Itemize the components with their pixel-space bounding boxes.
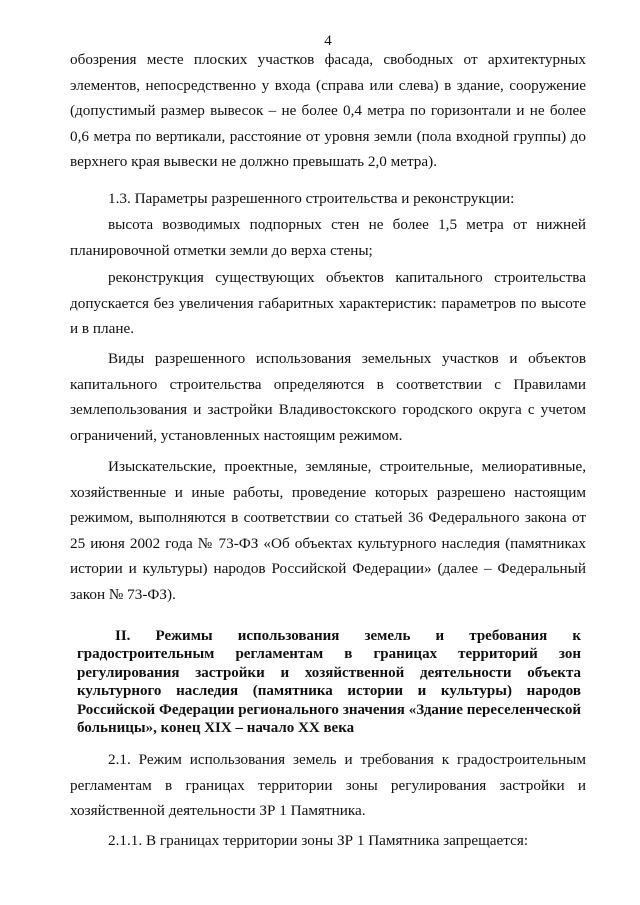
paragraph-reconstruction: реконструкция существующих объектов капитального строительства допускается без увеличения габаритных характеристик: параметров по высоте и в плане. xyxy=(70,269,586,337)
paragraph-signage-continuation: обозрения месте плоских участков фасада, свободных от архитектурных элементов, непосредственно у входа (справа или слева) в здание, сооружение (допустимый размер вывесок – не более 0,4 метра по горизонтали и не более 0,6 метра по вертикали, расстояние от уровня земли (пола входной группы) до верхнего края вывески не должно превышать 2,0 метра). xyxy=(70,51,586,170)
section-title: Режимы использования земель и требования к градостроительным регламентам в границах территорий зон регулирования застройки и хозяйственной деятельности объекта культурного наследия (памятника истории и культуры) народов Российской Федерации регионального значения «Здание переселенческой больницы», конец XIX – начало XX века xyxy=(77,628,581,737)
section-heading xyxy=(77,627,581,737)
page-number: 4 xyxy=(324,33,332,49)
paragraph-permitted-uses: Виды разрешенного использования земельных участков и объектов капитального строительства определяются в соответствии с Правилами землепользования и застройки Владивостокского городского округа с учетом ограничений, установленных настоящим режимом. xyxy=(70,350,586,444)
paragraph-2-1-regime: 2.1. Режим использования земель и требования к градостроительным регламентам в границах территории зоны регулирования застройки и хозяйственной деятельности ЗР 1 Памятника. xyxy=(70,751,586,819)
paragraph-2-1-1-prohibited: 2.1.1. В границах территории зоны ЗР 1 Памятника запрещается: xyxy=(108,832,529,849)
paragraph-retaining-walls: высота возводимых подпорных стен не более 1,5 метра от нижней планировочной отметки земли до верха стены; xyxy=(70,216,586,259)
paragraph-works: Изыскательские, проектные, земляные, строительные, мелиоративные, хозяйственные и иные работы, проведение которых разрешено настоящим режимом, выполняются в соответствии со статьей 36 Федерального закона от 25 июня 2002 года № 73-ФЗ «Об объектах культурного наследия (памятниках истории и культуры) народов Российской Федерации» (далее – Федеральный закон № 73-ФЗ). xyxy=(70,458,586,603)
paragraph-1-3-parameters: 1.3. Параметры разрешенного строительства и реконструкции: xyxy=(108,190,515,207)
section-number: II. xyxy=(115,628,131,644)
